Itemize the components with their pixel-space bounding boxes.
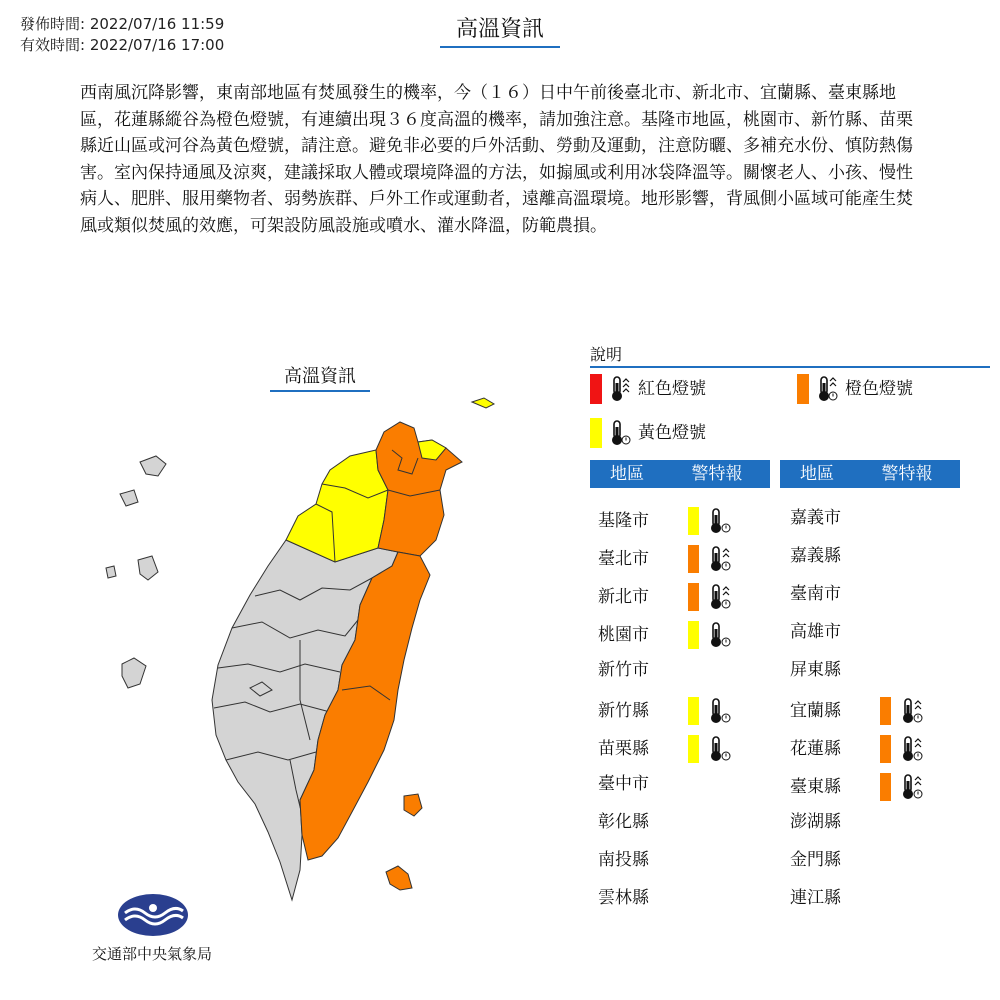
legend-orange	[797, 374, 913, 404]
thermometer-caution-icon	[707, 696, 733, 726]
region-name: 基隆市	[598, 511, 649, 531]
thermometer-hot-icon	[608, 374, 632, 404]
table-row	[598, 772, 672, 796]
col-region-header: 地區	[610, 464, 644, 484]
yellow-swatch	[590, 418, 602, 448]
thermometer-warning-icon	[899, 696, 925, 726]
region-name: 臺中市	[598, 774, 649, 794]
agency-name: 交通部中央氣象局	[91, 945, 212, 963]
thermometer-warning-icon	[899, 734, 925, 764]
orange-level-bar	[880, 697, 891, 725]
region-name: 桃園市	[598, 625, 649, 645]
region-name: 連江縣	[790, 888, 841, 908]
legend-red	[590, 374, 706, 404]
region-name: 臺東縣	[790, 777, 841, 797]
issue-time: 發佈時間: 2022/07/16 11:59	[20, 15, 225, 33]
region-name: 苗栗縣	[598, 739, 649, 759]
table-row	[790, 658, 864, 682]
thermometer-warning-icon	[815, 374, 839, 404]
legend-red-label: 紅色燈號	[638, 379, 706, 399]
map-island-green	[404, 794, 422, 816]
orange-level-bar	[688, 545, 699, 573]
region-name: 雲林縣	[598, 888, 649, 908]
table-row	[598, 810, 672, 834]
table-header-left	[590, 460, 770, 488]
table-row	[598, 886, 672, 910]
region-name: 新竹縣	[598, 701, 649, 721]
description-text: 西南風沉降影響，東南部地區有焚風發生的機率，今（１６）日中午前後臺北市、新北市、宜蘭縣、臺東縣地區，花蓮縣縱谷為橙色燈號，有連續出現３６度高溫的機率，請加強注意。基隆市地區，桃園市、新竹縣、苗栗縣近山區或河谷為黃色燈號，請注意。避免非必要的戶外活動、勞動及運動，注意防曬、多補充水份、慎防熱傷害。室內保持通風及涼爽，建議採取人體或環境降溫的方法，如搧風或利用冰袋降溫等。關懷老人、小孩、慢性病人、肥胖、服用藥物者、弱勢族群、戶外工作或運動者，遠離高溫環境。地形影響，背風側小區域可能產生焚風或類似焚風的效應，可架設防風設施或噴水、灌水降溫，防範農損。	[80, 83, 913, 236]
col-warning-header: 警特報	[691, 464, 743, 484]
map-region-yellow-northwest	[286, 450, 388, 562]
region-name: 南投縣	[598, 850, 649, 870]
region-name: 臺北市	[598, 549, 649, 569]
region-name: 新竹市	[598, 660, 649, 680]
orange-level-bar	[688, 583, 699, 611]
orange-swatch	[797, 374, 809, 404]
table-row	[790, 772, 925, 802]
thermometer-warning-icon	[899, 772, 925, 802]
table-row	[598, 848, 672, 872]
table-row	[790, 544, 864, 568]
page-title: 高溫資訊	[440, 16, 560, 48]
table-row	[598, 696, 733, 726]
region-name: 新北市	[598, 587, 649, 607]
orange-level-bar	[880, 773, 891, 801]
table-row	[598, 582, 733, 612]
legend-title: 說明	[590, 344, 990, 368]
region-name: 臺南市	[790, 584, 841, 604]
valid-time: 有效時間: 2022/07/16 17:00	[20, 36, 225, 54]
region-name: 嘉義市	[790, 508, 841, 528]
legend-orange-label: 橙色燈號	[845, 379, 913, 399]
table-row	[790, 506, 864, 530]
table-row	[790, 848, 864, 872]
map-island-yellow-ne	[472, 398, 494, 408]
red-swatch	[590, 374, 602, 404]
table-row	[598, 620, 733, 650]
thermometer-caution-icon	[707, 734, 733, 764]
yellow-level-bar	[688, 735, 699, 763]
orange-level-bar	[880, 735, 891, 763]
region-name: 金門縣	[790, 850, 841, 870]
yellow-level-bar	[688, 507, 699, 535]
table-row	[598, 544, 733, 574]
col-region-header: 地區	[800, 464, 834, 484]
table-header-right	[780, 460, 960, 488]
map-title: 高溫資訊	[270, 366, 370, 392]
legend-yellow	[590, 418, 706, 448]
map-penghu	[106, 456, 166, 688]
table-row	[598, 658, 672, 682]
region-name: 花蓮縣	[790, 739, 841, 759]
cwb-logo	[117, 893, 189, 937]
region-name: 彰化縣	[598, 812, 649, 832]
thermometer-caution-icon	[608, 418, 632, 448]
region-name: 屏東縣	[790, 660, 841, 680]
legend-yellow-label: 黃色燈號	[638, 423, 706, 443]
region-name: 高雄市	[790, 622, 841, 642]
table-row	[790, 886, 864, 910]
col-warning-header: 警特報	[881, 464, 933, 484]
region-name: 嘉義縣	[790, 546, 841, 566]
thermometer-warning-icon	[707, 544, 733, 574]
table-row	[790, 696, 925, 726]
table-row	[598, 734, 733, 764]
thermometer-caution-icon	[707, 506, 733, 536]
map-island-orchid	[386, 866, 412, 890]
thermometer-warning-icon	[707, 582, 733, 612]
table-row	[598, 506, 733, 536]
table-row	[790, 810, 864, 834]
region-name: 澎湖縣	[790, 812, 841, 832]
yellow-level-bar	[688, 697, 699, 725]
yellow-level-bar	[688, 621, 699, 649]
region-name: 宜蘭縣	[790, 701, 841, 721]
table-row	[790, 734, 925, 764]
thermometer-caution-icon	[707, 620, 733, 650]
table-row	[790, 582, 864, 606]
table-row	[790, 620, 864, 644]
